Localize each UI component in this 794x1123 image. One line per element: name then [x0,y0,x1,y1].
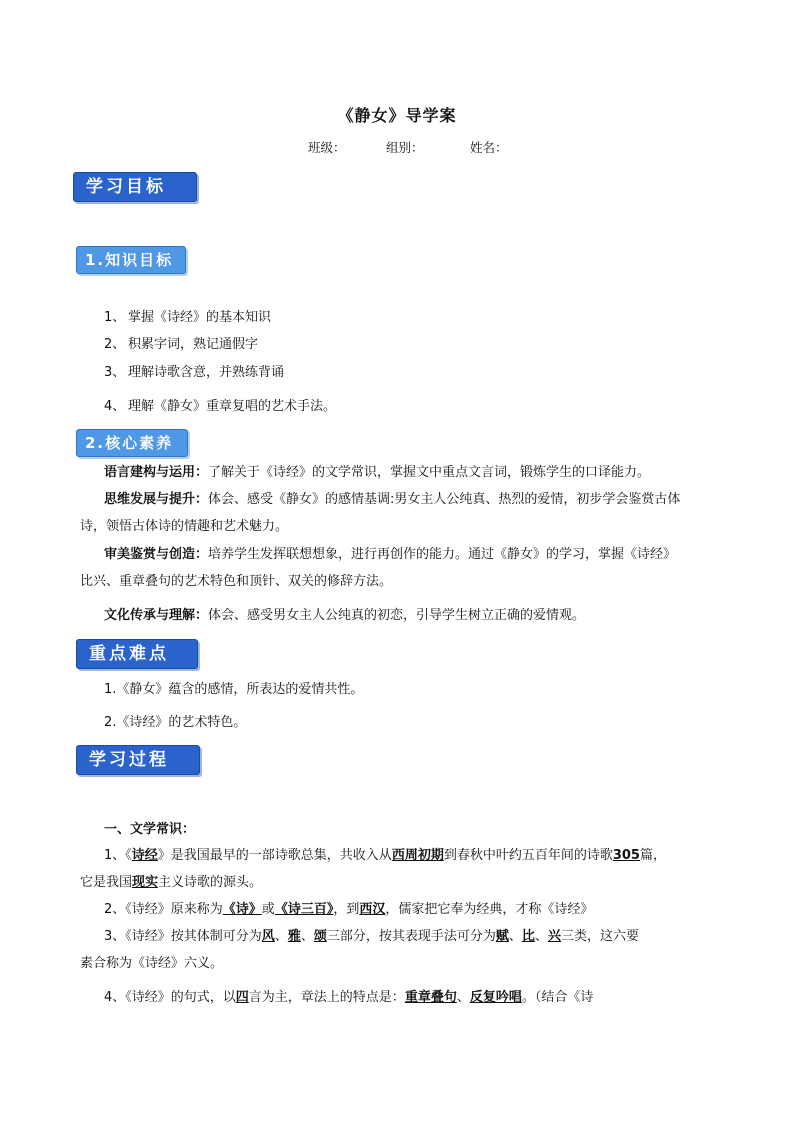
answer-blank: 西周初期 [391,848,444,863]
knowledge-item: 2、 积累字词，熟记通假字 [104,337,259,352]
answer-blank: 西汉 [359,902,386,917]
question-3-cont: 素合称为《诗经》六义。 [80,956,224,971]
page-title: 《静女》导学案 [337,106,457,125]
answer-blank: 305 [612,848,640,863]
answer-blank: 反复吟唱 [469,990,522,1005]
question-1: 1、《诗经》是我国最早的一部诗歌总集，共收入从西周初期到春秋中叶约五百年间的诗歌305篇， [104,848,666,863]
answer-blank: 重章叠句 [404,990,457,1005]
banner-knowledge-goals: 1.知识目标 [76,246,186,274]
banner-key-points: 重点难点 [76,639,198,669]
core-aesthetic: 审美鉴赏与创造：培养学生发挥联想想象，进行再创作的能力。通过《静女》的学习，掌握《诗经》 [104,547,677,562]
banner-core-literacy: 2.核心素养 [76,429,188,457]
answer-blank: 《诗》 [222,902,262,917]
banner-learning-goals: 学习目标 [73,172,197,202]
answer-blank: 四 [235,990,249,1005]
core-language: 语言建构与运用：了解关于《诗经》的文学常识，掌握文中重点文言词，锻炼学生的口译能力。 [104,465,651,480]
key-point: 2.《诗经》的艺术特色。 [104,715,247,730]
question-2: 2、《诗经》原来称为《诗》或《诗三百》，到西汉，儒家把它奉为经典，才称《诗经》 [104,902,594,917]
section-title: 一、文学常识： [104,822,196,837]
question-4: 4、《诗经》的句式，以四言为主，章法上的特点是：重章叠句、反复吟唱。（结合《诗 [104,990,594,1005]
name-label: 姓名： [470,140,508,155]
core-thinking-cont: 诗，领悟古体诗的情趣和艺术魅力。 [80,519,289,534]
answer-blank: 《诗三百》 [274,902,334,917]
answer-blank: 现实 [132,875,159,890]
core-culture: 文化传承与理解：体会、感受男女主人公纯真的初恋，引导学生树立正确的爱情观。 [104,608,586,623]
class-label: 班级： [308,140,346,155]
question-1-cont: 它是我国现实主义诗歌的源头。 [80,875,263,890]
answer-blank: 赋 [495,929,509,944]
answer-blank: 诗经 [131,848,158,863]
answer-blank: 风 [261,929,275,944]
core-aesthetic-cont: 比兴、重章叠句的艺术特色和顶针、双关的修辞方法。 [80,574,393,589]
answer-blank: 颂 [313,929,327,944]
banner-learning-process: 学习过程 [76,745,200,775]
answer-blank: 雅 [287,929,301,944]
key-point: 1.《静女》蕴含的感情，所表达的爱情共性。 [104,682,364,697]
knowledge-item: 4、 理解《静女》重章复唱的艺术手法。 [104,399,337,414]
answer-blank: 兴 [547,929,561,944]
group-label: 组别： [386,140,424,155]
core-thinking: 思维发展与提升：体会、感受《静女》的感情基调:男女主人公纯真、热烈的爱情，初步学会鉴赏古体 [104,492,681,507]
answer-blank: 比 [521,929,535,944]
knowledge-item: 1、 掌握《诗经》的基本知识 [104,310,272,325]
question-3: 3、《诗经》按其体制可分为风、雅、颂三部分，按其表现手法可分为赋、比、兴三类，这六要 [104,929,639,944]
knowledge-item: 3、 理解诗歌含意，并熟练背诵 [104,365,285,380]
